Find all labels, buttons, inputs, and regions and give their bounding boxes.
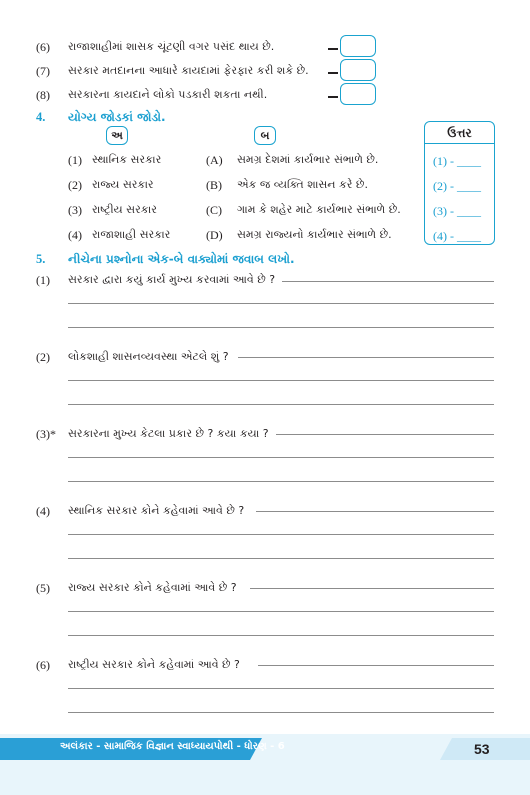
match-a-number: (1)	[68, 153, 82, 167]
tf-dash	[328, 48, 338, 50]
question-number: (5)	[36, 581, 50, 595]
answer-line[interactable]	[238, 357, 494, 358]
answer-box	[424, 121, 495, 245]
match-a-number: (4)	[68, 228, 82, 242]
match-b-number: (A)	[206, 153, 223, 167]
match-b-number: (D)	[206, 228, 223, 242]
answer-header: ઉત્તર	[425, 122, 494, 144]
match-b-number: (C)	[206, 203, 222, 217]
answer-slot[interactable]: (4) - ____	[433, 229, 481, 243]
match-b-text: સમગ્ર રાજ્યનો કાર્યભાર સંભાળે છે.	[237, 228, 392, 241]
tf-item-text: સરકારના કાયદાને લોકો પડકારી શકતા નથી.	[68, 88, 268, 101]
match-a-number: (3)	[68, 203, 82, 217]
tf-dash	[328, 96, 338, 98]
answer-line[interactable]	[68, 688, 494, 689]
page-number: 53	[474, 741, 490, 757]
answer-line[interactable]	[258, 665, 494, 666]
tf-answer-box[interactable]	[340, 83, 376, 105]
answer-line[interactable]	[68, 404, 494, 405]
question-text: લોકશાહી શાસનવ્યવસ્થા એટલે શું ?	[68, 350, 229, 363]
answer-line[interactable]	[68, 481, 494, 482]
answer-line[interactable]	[256, 511, 494, 512]
answer-line[interactable]	[68, 635, 494, 636]
match-a-text: રાજાશાહી સરકાર	[92, 228, 171, 241]
question-number: (3)*	[36, 427, 56, 441]
answer-line[interactable]	[68, 534, 494, 535]
book-title: અલંકાર - સામાજિક વિજ્ઞાન સ્વાધ્યાયપોથી - ધોરણ - 6	[60, 741, 285, 752]
answer-line[interactable]	[68, 380, 494, 381]
section-5-title: નીચેના પ્રશ્નોના એક-બે વાક્યોમાં જવાબ લખો.	[68, 252, 295, 266]
tf-item-number: (8)	[36, 88, 50, 102]
section-4-title: યોગ્ય જોડકાં જોડો.	[68, 110, 166, 124]
question-number: (2)	[36, 350, 50, 364]
match-a-text: રાષ્ટ્રીય સરકાર	[92, 203, 157, 216]
question-number: (1)	[36, 273, 50, 287]
section-4-number: 4.	[36, 110, 46, 124]
match-b-number: (B)	[206, 178, 222, 192]
answer-line[interactable]	[68, 303, 494, 304]
answer-line[interactable]	[250, 588, 494, 589]
question-text: રાજ્ય સરકાર કોને કહેવામાં આવે છે ?	[68, 581, 237, 594]
tf-item-text: સરકાર મતદાનના આધારે કાયદામાં ફેરફાર કરી શકે છે.	[68, 64, 309, 77]
question-number: (6)	[36, 658, 50, 672]
tf-item-number: (6)	[36, 40, 50, 54]
match-b-text: એક જ વ્યક્તિ શાસન કરે છે.	[237, 178, 368, 191]
column-b-header: બ	[254, 126, 276, 145]
answer-line[interactable]	[276, 434, 494, 435]
match-a-text: રાજ્ય સરકાર	[92, 178, 154, 191]
match-a-text: સ્થાનિક સરકાર	[92, 153, 162, 166]
question-text: રાષ્ટ્રીય સરકાર કોને કહેવામાં આવે છે ?	[68, 658, 240, 671]
answer-line[interactable]	[282, 281, 494, 282]
match-b-text: ગામ કે શહેર માટે કાર્યભાર સંભાળે છે.	[237, 203, 401, 216]
tf-dash	[328, 72, 338, 74]
answer-line[interactable]	[68, 558, 494, 559]
question-text: સરકારના મુખ્ય કેટલા પ્રકાર છે ? કયા કયા ?	[68, 427, 269, 440]
match-a-number: (2)	[68, 178, 82, 192]
question-text: સ્થાનિક સરકાર કોને કહેવામાં આવે છે ?	[68, 504, 245, 517]
question-number: (4)	[36, 504, 50, 518]
column-a-header: અ	[106, 126, 128, 145]
tf-item-number: (7)	[36, 64, 50, 78]
question-text: સરકાર દ્વારા કયું કાર્ય મુખ્ય કરવામાં આવે છે ?	[68, 273, 276, 286]
answer-slot[interactable]: (2) - ____	[433, 179, 481, 193]
answer-slot[interactable]: (3) - ____	[433, 204, 481, 218]
tf-item-text: રાજાશાહીમાં શાસક ચૂંટણી વગર પસંદ થાય છે.	[68, 40, 275, 53]
answer-line[interactable]	[68, 327, 494, 328]
answer-line[interactable]	[68, 712, 494, 713]
match-b-text: સમગ્ર દેશમાં કાર્યભાર સંભાળે છે.	[237, 153, 379, 166]
answer-line[interactable]	[68, 457, 494, 458]
tf-answer-box[interactable]	[340, 35, 376, 57]
answer-slot[interactable]: (1) - ____	[433, 154, 481, 168]
tf-answer-box[interactable]	[340, 59, 376, 81]
section-5-number: 5.	[36, 252, 46, 266]
answer-line[interactable]	[68, 611, 494, 612]
